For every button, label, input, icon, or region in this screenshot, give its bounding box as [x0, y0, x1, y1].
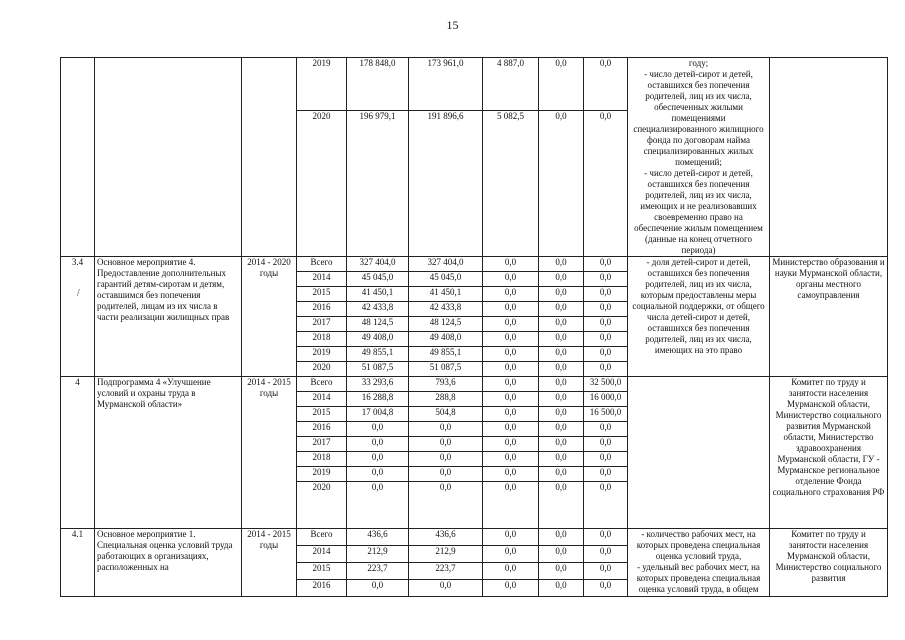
regional-budget: 0,0 [483, 452, 539, 467]
row-number: 4.1 [61, 529, 95, 597]
extrabudget: 0,0 [584, 529, 628, 546]
federal-budget: 48 124,5 [409, 317, 483, 332]
federal-budget: 0,0 [409, 467, 483, 482]
extrabudget: 0,0 [584, 257, 628, 272]
total-amount: 0,0 [347, 437, 409, 452]
federal-budget: 0,0 [409, 482, 483, 529]
total-amount: 196 979,1 [347, 111, 409, 257]
municipal-budget: 0,0 [539, 272, 584, 287]
total-amount: 45 045,0 [347, 272, 409, 287]
regional-budget: 0,0 [483, 546, 539, 563]
federal-budget: 793,6 [409, 377, 483, 392]
regional-budget: 0,0 [483, 347, 539, 362]
year: 2020 [297, 362, 347, 377]
municipal-budget: 0,0 [539, 580, 584, 597]
federal-budget: 42 433,8 [409, 302, 483, 317]
total-amount: 48 124,5 [347, 317, 409, 332]
extrabudget: 0,0 [584, 482, 628, 529]
year: Всего [297, 257, 347, 272]
federal-budget: 191 896,6 [409, 111, 483, 257]
extrabudget: 0,0 [584, 58, 628, 111]
total-amount: 436,6 [347, 529, 409, 546]
total-amount: 33 293,6 [347, 377, 409, 392]
federal-budget: 212,9 [409, 546, 483, 563]
year: 2016 [297, 422, 347, 437]
federal-budget: 49 408,0 [409, 332, 483, 347]
municipal-budget: 0,0 [539, 377, 584, 392]
measure-name: Подпрограмма 4 «Улучшение условий и охраны труда в Мурманской области» [95, 377, 242, 529]
regional-budget: 0,0 [483, 332, 539, 347]
year: 2017 [297, 317, 347, 332]
municipal-budget: 0,0 [539, 347, 584, 362]
period: 2014 - 2020 годы [242, 257, 297, 377]
indicators: - доля детей-сирот и детей, оставшихся без попечения родителей, лиц из их числа, которым предоставлены меры социальной поддержки, от общего числа детей-сирот и детей, оставшихся без попечения родителей, лиц из их числа, имеющих на это право [628, 257, 770, 377]
year: 2014 [297, 272, 347, 287]
year: 2018 [297, 452, 347, 467]
extrabudget: 0,0 [584, 302, 628, 317]
executor: Комитет по труду и занятости населения Мурманской области, Министерство социального развития [770, 529, 888, 597]
regional-budget: 0,0 [483, 580, 539, 597]
municipal-budget: 0,0 [539, 317, 584, 332]
extrabudget: 16 500,0 [584, 407, 628, 422]
table-row [61, 257, 888, 272]
total-amount: 16 288,8 [347, 392, 409, 407]
table-row [61, 377, 888, 392]
extrabudget: 0,0 [584, 272, 628, 287]
regional-budget: 0,0 [483, 287, 539, 302]
extrabudget: 0,0 [584, 317, 628, 332]
year: 2015 [297, 407, 347, 422]
federal-budget: 45 045,0 [409, 272, 483, 287]
year: 2019 [297, 467, 347, 482]
row-number [61, 58, 95, 257]
regional-budget: 0,0 [483, 392, 539, 407]
extrabudget: 0,0 [584, 287, 628, 302]
year: 2020 [297, 482, 347, 529]
municipal-budget: 0,0 [539, 529, 584, 546]
federal-budget: 436,6 [409, 529, 483, 546]
total-amount: 327 404,0 [347, 257, 409, 272]
year: 2019 [297, 347, 347, 362]
measure-name: Основное мероприятие 4. Предоставление дополнительных гарантий детям-сиротам и детям, оставшимся без попечения родителей, лицам из их числа в части реализации жилищных прав [95, 257, 242, 377]
year: 2014 [297, 546, 347, 563]
federal-budget: 504,8 [409, 407, 483, 422]
row-number: 4 [61, 377, 95, 529]
regional-budget: 4 887,0 [483, 58, 539, 111]
year: 2015 [297, 563, 347, 580]
total-amount: 41 450,1 [347, 287, 409, 302]
regional-budget: 0,0 [483, 563, 539, 580]
margin-mark: / [77, 288, 80, 299]
extrabudget: 0,0 [584, 580, 628, 597]
total-amount: 51 087,5 [347, 362, 409, 377]
municipal-budget: 0,0 [539, 407, 584, 422]
federal-budget: 41 450,1 [409, 287, 483, 302]
page-number: 15 [446, 18, 459, 32]
municipal-budget: 0,0 [539, 332, 584, 347]
year: 2019 [297, 58, 347, 111]
executor: Министерство образования и науки Мурманской области, органы местного самоуправления [770, 257, 888, 377]
extrabudget: 0,0 [584, 563, 628, 580]
total-amount: 49 855,1 [347, 347, 409, 362]
year: 2015 [297, 287, 347, 302]
period [242, 58, 297, 257]
federal-budget: 0,0 [409, 580, 483, 597]
municipal-budget: 0,0 [539, 452, 584, 467]
total-amount: 0,0 [347, 467, 409, 482]
federal-budget: 49 855,1 [409, 347, 483, 362]
measure-name [95, 58, 242, 257]
period: 2014 - 2015 годы [242, 377, 297, 529]
total-amount: 212,9 [347, 546, 409, 563]
regional-budget: 0,0 [483, 362, 539, 377]
year: 2017 [297, 437, 347, 452]
row-number: 3.4 [61, 257, 95, 377]
municipal-budget: 0,0 [539, 302, 584, 317]
extrabudget: 0,0 [584, 362, 628, 377]
federal-budget: 173 961,0 [409, 58, 483, 111]
municipal-budget: 0,0 [539, 257, 584, 272]
extrabudget: 16 000,0 [584, 392, 628, 407]
regional-budget: 0,0 [483, 529, 539, 546]
regional-budget: 0,0 [483, 422, 539, 437]
year: 2016 [297, 302, 347, 317]
table-row [61, 529, 888, 546]
total-amount: 223,7 [347, 563, 409, 580]
table-body [61, 58, 888, 597]
federal-budget: 0,0 [409, 422, 483, 437]
municipal-budget: 0,0 [539, 287, 584, 302]
extrabudget: 0,0 [584, 111, 628, 257]
measure-name: Основное мероприятие 1. Специальная оценка условий труда работающих в организациях, расположенных на [95, 529, 242, 597]
extrabudget: 0,0 [584, 467, 628, 482]
year: 2018 [297, 332, 347, 347]
executor: Комитет по труду и занятости населения Мурманской области, Министерство социального развития Мурманской области, Министерство здравоохранения Мурманской области, ГУ - Мурманское региональное отделение Фонда социального страхования РФ [770, 377, 888, 529]
year: 2014 [297, 392, 347, 407]
total-amount: 0,0 [347, 580, 409, 597]
extrabudget: 0,0 [584, 546, 628, 563]
indicators [628, 377, 770, 529]
regional-budget: 0,0 [483, 317, 539, 332]
extrabudget: 0,0 [584, 452, 628, 467]
extrabudget: 0,0 [584, 347, 628, 362]
total-amount: 42 433,8 [347, 302, 409, 317]
total-amount: 0,0 [347, 482, 409, 529]
regional-budget: 0,0 [483, 257, 539, 272]
federal-budget: 288,8 [409, 392, 483, 407]
municipal-budget: 0,0 [539, 482, 584, 529]
federal-budget: 223,7 [409, 563, 483, 580]
regional-budget: 0,0 [483, 377, 539, 392]
regional-budget: 5 082,5 [483, 111, 539, 257]
regional-budget: 0,0 [483, 272, 539, 287]
municipal-budget: 0,0 [539, 563, 584, 580]
total-amount: 17 004,8 [347, 407, 409, 422]
table-row [61, 58, 888, 111]
regional-budget: 0,0 [483, 467, 539, 482]
total-amount: 0,0 [347, 422, 409, 437]
total-amount: 0,0 [347, 452, 409, 467]
year: Всего [297, 377, 347, 392]
municipal-budget: 0,0 [539, 437, 584, 452]
municipal-budget: 0,0 [539, 111, 584, 257]
extrabudget: 0,0 [584, 437, 628, 452]
municipal-budget: 0,0 [539, 58, 584, 111]
regional-budget: 0,0 [483, 482, 539, 529]
program-table [60, 57, 888, 597]
executor [770, 58, 888, 257]
regional-budget: 0,0 [483, 437, 539, 452]
municipal-budget: 0,0 [539, 392, 584, 407]
extrabudget: 32 500,0 [584, 377, 628, 392]
regional-budget: 0,0 [483, 302, 539, 317]
federal-budget: 327 404,0 [409, 257, 483, 272]
year: 2020 [297, 111, 347, 257]
period: 2014 - 2015 годы [242, 529, 297, 597]
municipal-budget: 0,0 [539, 546, 584, 563]
indicators: - количество рабочих мест, на которых проведена специальная оценка условий труда, - удельный вес рабочих мест, на которых проведена специальная оценка условий труда, в общем [628, 529, 770, 597]
year: 2016 [297, 580, 347, 597]
federal-budget: 0,0 [409, 452, 483, 467]
indicators: году; - число детей-сирот и детей, оставшихся без попечения родителей, лиц из их числа, обеспеченных жилыми помещениями специализированного жилищного фонда по договорам найма специализированных жилых помещений; - число детей-сирот и детей, оставшихся без попечения родителей, лиц из их числа, имеющих и не реализовавших своевременно право на обеспечение жилым помещением (данные на конец отчетного периода) [628, 58, 770, 257]
municipal-budget: 0,0 [539, 422, 584, 437]
total-amount: 49 408,0 [347, 332, 409, 347]
municipal-budget: 0,0 [539, 362, 584, 377]
total-amount: 178 848,0 [347, 58, 409, 111]
municipal-budget: 0,0 [539, 467, 584, 482]
year: Всего [297, 529, 347, 546]
extrabudget: 0,0 [584, 332, 628, 347]
extrabudget: 0,0 [584, 422, 628, 437]
federal-budget: 0,0 [409, 437, 483, 452]
federal-budget: 51 087,5 [409, 362, 483, 377]
regional-budget: 0,0 [483, 407, 539, 422]
